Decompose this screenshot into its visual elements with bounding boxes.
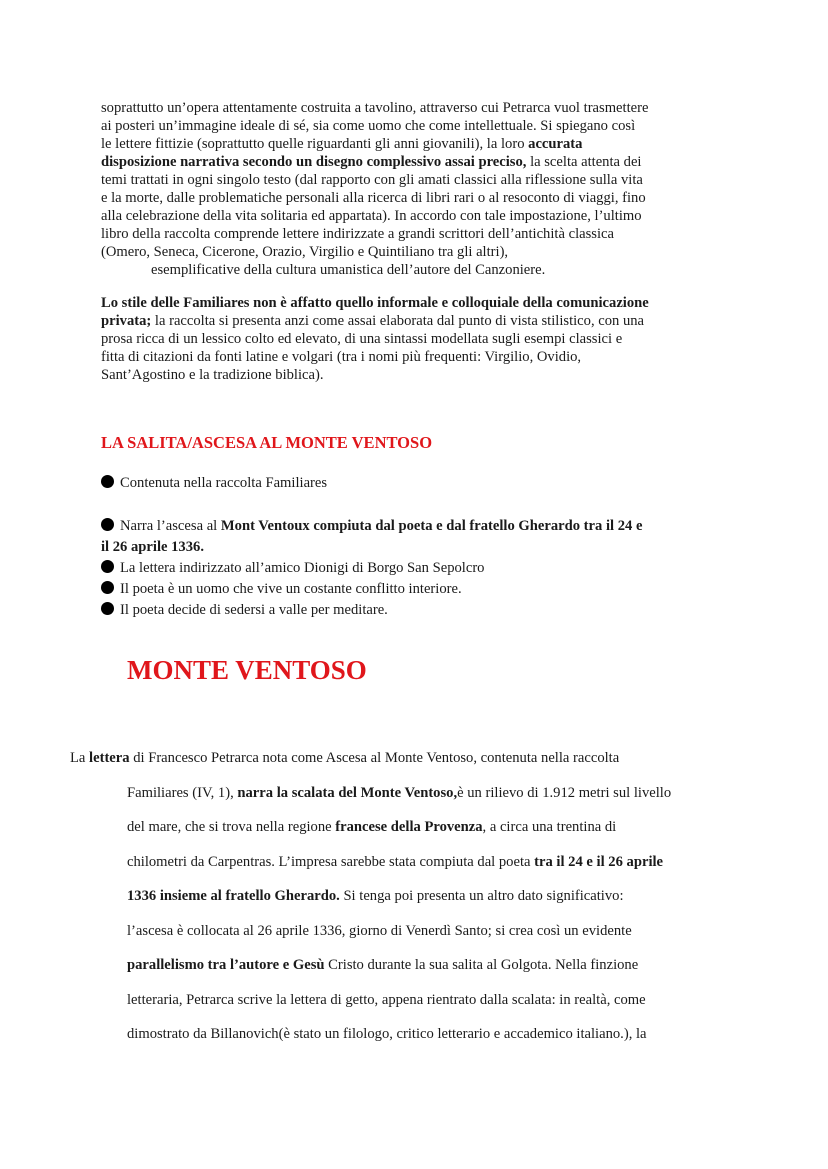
bold-text: narra la scalata del Monte Ventoso, — [237, 784, 458, 801]
text-line — [127, 776, 767, 811]
list-item-continuation — [101, 537, 741, 558]
text-line — [127, 948, 767, 983]
text-span: è un rilievo di 1.912 metri sul livello — [457, 784, 672, 801]
text-span: la raccolta si presenta anzi come assai elaborata dal punto di vista stilistico, con una — [151, 313, 645, 329]
bold-text: tra il 24 e il 26 aprile — [534, 853, 664, 870]
text-line — [127, 845, 767, 880]
list-item-text: Il poeta è un uomo che vive un costante conflitto interiore. — [120, 581, 462, 597]
main-title: MONTE VENTOSO — [127, 655, 367, 685]
bullet-icon — [101, 518, 114, 531]
paragraph-monte-ventoso — [127, 776, 767, 1052]
bullet-list-2 — [101, 516, 741, 621]
text-span: di Francesco Petrarca nota come Ascesa al Monte Ventoso, contenuta nella raccolta — [129, 750, 620, 766]
bold-text: francese della Provenza — [335, 819, 483, 835]
text-line: temi trattati in ogni singolo testo (dal rapporto con gli amati classici alla riflessione sulla vita — [101, 172, 643, 188]
text-line: soprattutto un’opera attentamente costruita a tavolino, attraverso cui Petrarca vuol trasmettere — [101, 100, 649, 116]
bullet-icon — [101, 602, 114, 615]
bold-text: Mont Ventoux compiuta dal poeta e dal fratello Gherardo tra il 24 e — [220, 518, 643, 534]
text-line: prosa ricca di un lessico colto ed elevato, di una sintassi modellata sugli esempi classici e — [101, 331, 623, 347]
bold-text: privata; — [101, 313, 152, 329]
text-line: libro della raccolta comprende lettere indirizzate a grandi scrittori dell’antichità classica — [101, 226, 614, 242]
list-item — [101, 600, 741, 621]
text-line — [127, 810, 767, 845]
list-item — [101, 516, 741, 537]
text-span: del mare, che si trova nella regione — [127, 819, 336, 835]
text-span: , a circa una trentina di — [482, 819, 617, 835]
list-item-text: Contenuta nella raccolta Familiares — [120, 475, 328, 491]
paragraph-familiares-structure — [101, 99, 741, 279]
list-item — [101, 579, 741, 600]
text-line: fitta di citazioni da fonti latine e volgari (tra i nomi più frequenti: Virgilio, Ovidio, — [101, 349, 582, 365]
text-line: dimostrato da Billanovich(è stato un filologo, critico letterario e accademico italiano.), la — [127, 1026, 647, 1042]
text-line: l’ascesa è collocata al 26 aprile 1336, giorno di Venerdì Santo; si crea così un evidente — [127, 922, 632, 939]
list-item-text: Il poeta decide di sedersi a valle per meditare. — [120, 602, 388, 618]
bold-text: lettera — [89, 750, 130, 766]
bullet-icon — [101, 560, 114, 573]
bold-text: 1336 insieme al fratello Gherardo. — [127, 888, 340, 904]
section-heading: LA SALITA/ASCESA AL MONTE VENTOSO — [101, 433, 433, 452]
bold-text: disposizione narrativa secondo un disegno complessivo assai preciso, — [101, 154, 527, 170]
text-line — [101, 294, 741, 312]
text-span: Cristo durante la sua salita al Golgota. Nella finzione — [324, 957, 639, 973]
text-line — [101, 312, 741, 330]
text-span: Si tenga poi presenta un altro dato significativo: — [339, 888, 624, 904]
text-line: (Omero, Seneca, Cicerone, Orazio, Virgilio e Quintiliano tra gli altri), — [101, 244, 509, 260]
list-item — [101, 473, 741, 494]
text-span: chilometri da Carpentras. L’impresa sarebbe stata compiuta dal poeta — [127, 853, 535, 870]
text-line: letteraria, Petrarca scrive la lettera di getto, appena rientrato dalla scalata: in realtà, come — [127, 991, 646, 1008]
text-line: Sant’Agostino e la tradizione biblica). — [101, 367, 324, 383]
text-line — [101, 135, 741, 153]
text-span: le lettere fittizie (soprattutto quelle riguardanti gli anni giovanili), la loro — [101, 136, 529, 152]
text-line — [70, 741, 619, 776]
text-span: la scelta attenta dei — [526, 154, 642, 170]
text-line: alla celebrazione della vita solitaria ed appartata). In accordo con tale impostazione, l’ultimo — [101, 208, 642, 224]
bold-text: Lo stile delle Familiares non è affatto quello informale e colloquiale della comunicazione — [101, 295, 649, 311]
text-line: esemplificative della cultura umanistica dell’autore del Canzoniere. — [151, 262, 546, 278]
list-item — [101, 558, 741, 579]
text-span: Familiares (IV, 1), — [127, 784, 238, 801]
text-line: ai posteri un’immagine ideale di sé, sia come uomo che come intellettuale. Si spiegano così — [101, 118, 636, 134]
paragraph-familiares-style — [101, 294, 741, 384]
text-line — [127, 879, 767, 914]
bullet-icon — [101, 581, 114, 594]
list-item-text: Narra l’ascesa al — [120, 518, 221, 534]
text-line: e la morte, dalle problematiche personali alla ricerca di libri rari o al resoconto di viaggi, fino — [101, 190, 646, 206]
list-item-text: La lettera indirizzato all’amico Dionigi di Borgo San Sepolcro — [120, 560, 485, 576]
text-line — [101, 153, 741, 171]
bold-text: accurata — [528, 136, 583, 152]
bullet-list-1 — [101, 473, 741, 494]
bullet-icon — [101, 475, 114, 488]
bold-text: parallelismo tra l’autore e Gesù — [127, 957, 325, 973]
bold-text: il 26 aprile 1336. — [101, 539, 204, 555]
text-span: La — [70, 750, 90, 766]
